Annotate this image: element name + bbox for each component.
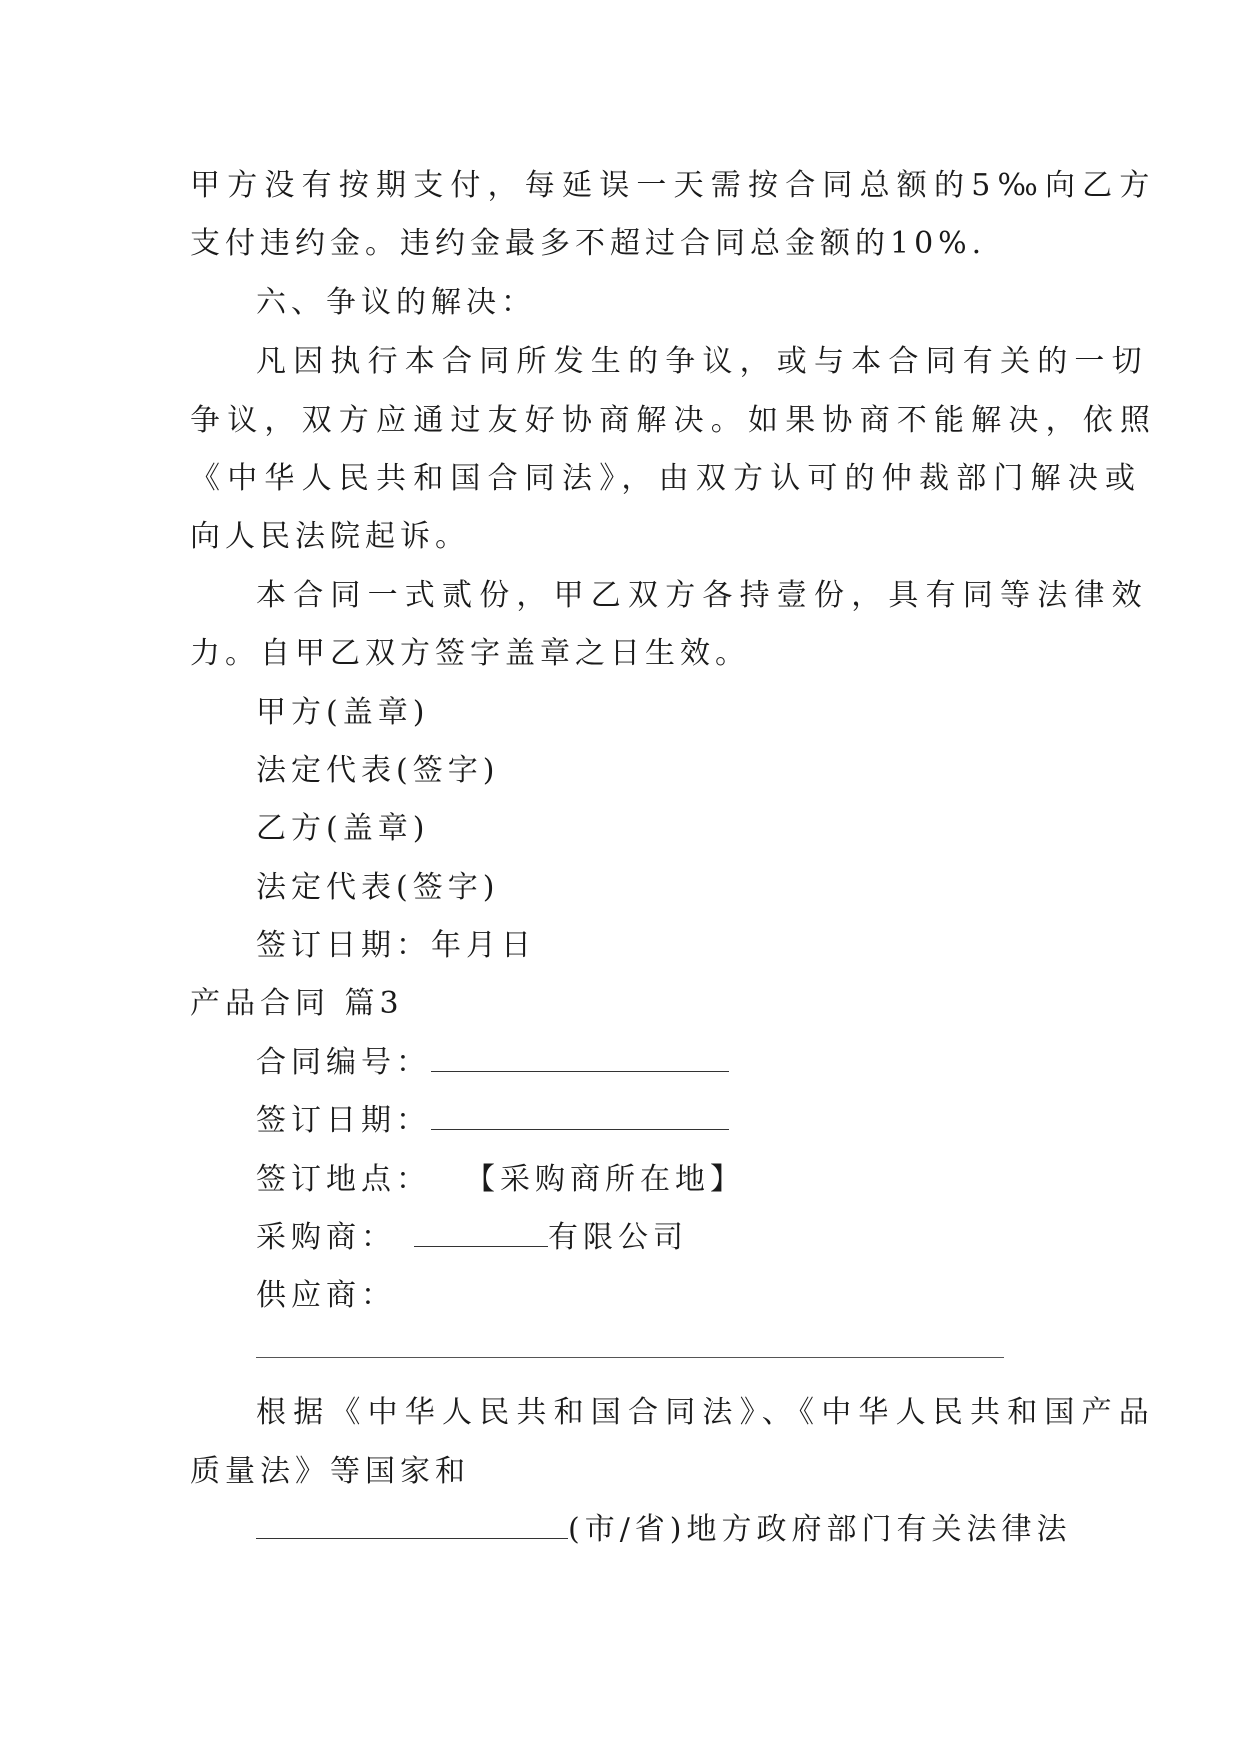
contract-number-row	[256, 1043, 729, 1083]
paragraph-line: 《中华人民共和国合同法》，由双方认可的仲裁部门解决或	[190, 461, 1143, 496]
sign-date-field[interactable]	[431, 1105, 729, 1130]
paragraph-line: 向人民法院起诉。	[190, 519, 470, 554]
sign-date-line: 签订日期：年月日	[256, 928, 536, 963]
region-field[interactable]	[256, 1514, 568, 1539]
contract-number-field[interactable]	[431, 1047, 729, 1072]
paragraph-line: 质量法》等国家和	[190, 1454, 470, 1489]
paragraph-line: 甲方没有按期支付，每延误一天需按合同总额的5‰向乙方	[190, 168, 1157, 203]
paragraph-line: 本合同一式贰份，甲乙双方各持壹份，具有同等法律效	[256, 578, 1149, 613]
buyer-suffix: 有限公司	[548, 1220, 688, 1255]
supplier-row	[256, 1276, 396, 1316]
paragraph-line: 力。自甲乙双方签字盖章之日生效。	[190, 636, 750, 671]
buyer-label: 采购商：	[256, 1220, 396, 1255]
paragraph-line: 根据《中华人民共和国合同法》、《中华人民共和国产品	[256, 1395, 1156, 1430]
section-title: 产品合同 篇3	[190, 986, 404, 1021]
region-suffix: (市/省)地方政府部门有关法律法	[568, 1512, 1072, 1547]
sign-date-label: 签订日期：	[256, 1103, 431, 1138]
signature-party-a: 甲方(盖章)	[256, 695, 430, 730]
signature-rep-a: 法定代表(签字)	[256, 753, 500, 788]
section-heading: 六、争议的解决：	[256, 285, 536, 320]
buyer-name-field[interactable]	[414, 1222, 548, 1247]
supplier-label: 供应商：	[256, 1278, 396, 1313]
paragraph-line: 支付违约金。违约金最多不超过合同总金额的10%.	[190, 226, 987, 261]
sign-date-row	[256, 1101, 729, 1141]
sign-place-value: 【采购商所在地】	[465, 1162, 745, 1197]
sign-place-label: 签订地点：	[256, 1162, 431, 1197]
buyer-row	[256, 1218, 688, 1258]
signature-rep-b: 法定代表(签字)	[256, 870, 500, 905]
paragraph-line: 争议，双方应通过友好协商解决。如果协商不能解决，依照	[190, 403, 1158, 438]
signature-party-b: 乙方(盖章)	[256, 811, 430, 846]
supplier-name-field[interactable]	[256, 1357, 1004, 1358]
sign-place-row	[256, 1160, 745, 1200]
paragraph-line: 凡因执行本合同所发生的争议，或与本合同有关的一切	[256, 344, 1149, 379]
contract-number-label: 合同编号：	[256, 1045, 431, 1080]
region-row	[256, 1510, 1072, 1550]
